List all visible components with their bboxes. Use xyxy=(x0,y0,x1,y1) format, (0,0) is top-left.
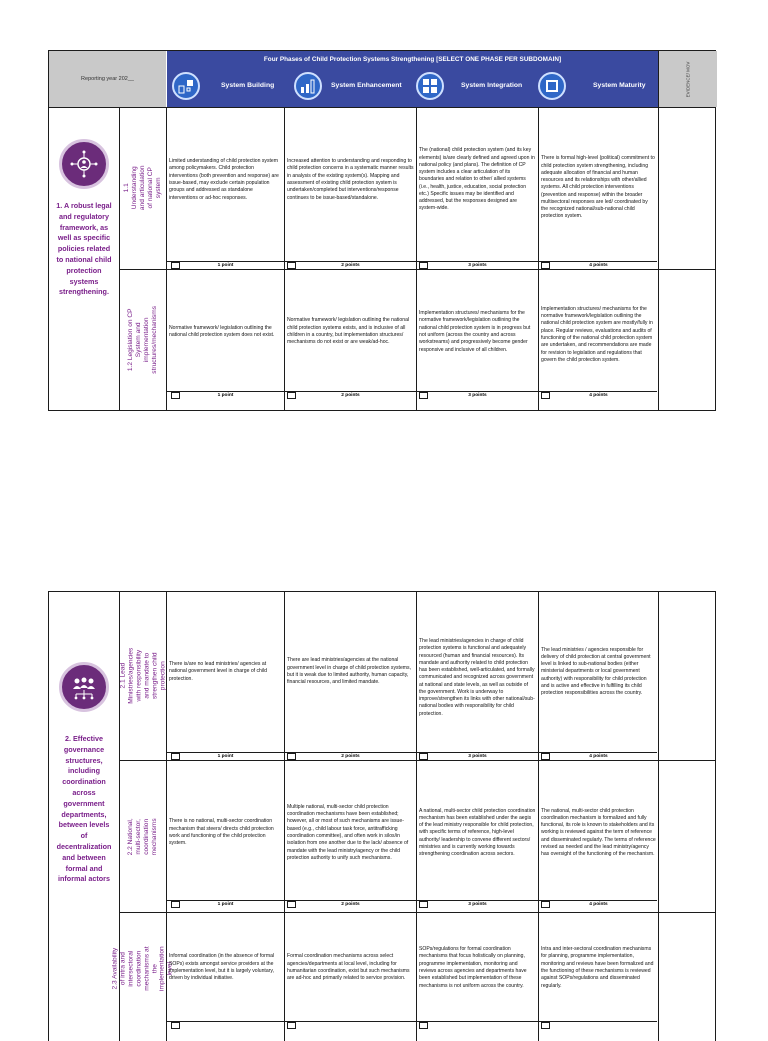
domain-title: 2. Effective governance structures, including coordination across government departments, between levels of decentralization and between formal and informal actors xyxy=(56,734,112,884)
select-phase-checkbox[interactable] xyxy=(171,1022,180,1029)
points-label: 3 points xyxy=(468,901,487,907)
points-label: 1 point xyxy=(217,753,234,759)
phase-header-system-maturity xyxy=(533,68,659,107)
governance-people-icon xyxy=(59,662,109,712)
system-integration-icon xyxy=(416,72,444,100)
phase-description: A national, multi-sector child protection coordination mechanism has been established under the aegis of the lead ministry responsible for child protection, with specific terms of reference, high-level authority/ leadership to convene different sectors/ ministries and is currently working towards strengthening coordination across sectors. xyxy=(419,807,536,858)
phase-description: The (national) child protection system (and its key elements) is/are clearly defined and agreed upon in national policy (and plans). The definition of CP system includes a clear articulation of its boundaries and relation to other/ allied systems (i.e., health, justice, education, social protection etc.) Specific issues may be identified and addressed, but the responses designed are system-wide. xyxy=(419,147,535,212)
phase-description: The national, multi-sector child protection coordination mechanism is formalized and fully functional, its role is known to stakeholders and its working is reviewed against the term of reference and disseminated regularly. The terms of reference revised as needed and the lead ministry/agency has oversight of the functioning of the mechanism. xyxy=(541,807,656,858)
phase-description: Increased attention to understanding and responding to child protection concerns in a systematic manner results in analysis of the existing system(s). Mapping and assessment of existing child protection system is undertaken/completed but interventions/response continues to be issue-based/standalone. xyxy=(287,158,414,201)
points-label: 3 points xyxy=(468,753,487,759)
phase-description: Multiple national, multi-sector child protection coordination mechanisms have been established; however, all or most of such mechanisms are issue-based (e.g., child labour task force, antitrafficking coordination committee), and often work in silos/in isolation from one another due to the lack/ absence of mandate with the lead ministry/agency or the child protection authority to unify such mechanisms. xyxy=(287,803,409,861)
phases-title: Four Phases of Child Protection Systems Strengthening [SELECT ONE PHASE PER SUBDOMAIN] xyxy=(167,51,658,68)
points-label: 4 points xyxy=(589,753,608,759)
phase-description: There is no national, multi-sector coordination mechanism that steers/ directs child protection work and functioning of the child protection system. xyxy=(169,818,274,847)
points-label: 1 point xyxy=(217,901,234,907)
phase-description: Informal coordination (in the absence of formal SOPs) exists amongst service providers at the implementation level, but it is largely voluntary, driven by individual initiative. xyxy=(169,953,275,982)
phase-description: SOPs/regulations for formal coordination mechanisms that focus holistically on planning, programme implementation, monitoring and reviews across agencies and departments have been established but implementation of these mechanisms is not uniform across the country. xyxy=(419,946,527,989)
subdomain-2-2-label: 2.2 National, multi-sector, coordination mechanisms xyxy=(127,817,158,856)
legal-framework-icon xyxy=(59,139,109,189)
phase-header-system-building xyxy=(167,68,289,107)
system-maturity-icon xyxy=(538,72,566,100)
select-phase-checkbox[interactable] xyxy=(541,1022,550,1029)
phase-description: There are lead ministries/agencies at the national government level in charge of child protection systems, but it is weak due to limited authority, human capacity, financial resources, and limited mandate. xyxy=(287,657,412,686)
rubric-table-2 xyxy=(48,591,716,1041)
select-phase-checkbox[interactable] xyxy=(419,1022,428,1029)
points-label: 1 point xyxy=(217,392,234,398)
phase-description: There is formal high-level (political) commitment to child protection system strengthening, including adequate allocation of financial and human resources and its relationships with other/allied systems. All child protection interventions (prevention and response) within the broader multisectoral responses are led/ coordinated by the recognized national/sub-national child protection system. xyxy=(541,155,655,220)
system-enhancement-icon xyxy=(294,72,322,100)
phase-description: The lead ministries/agencies in charge of child protection systems is functional and adequately resourced (human and financial resources). Its mandate and authority related to child protection has been established, well-articulated, and formally communicated and recognized across government at national and state levels, as well as outside of the government. Work is underway to improve/strengthen its links with other national/sub-national bodies with responsibility for child protection. xyxy=(419,637,535,717)
subdomain-1-1-label: 1.1 Understanding and articulation of national CP system xyxy=(123,165,162,211)
subdomain-2-1-label: 2.1 Lead Ministries/agencies with responsibility and mandate to strengthen child protection xyxy=(119,647,166,705)
phase-description: There is/are no lead ministries/ agencies at national government level in charge of child protection. xyxy=(169,661,267,682)
domain-1 xyxy=(49,139,119,298)
points-label: 2 points xyxy=(341,262,360,268)
phase-description: The lead ministries / agencies responsible for delivery of child protection at central government level is linked to sub-national bodies (either ministerial departments or local government authority) with responsibility for child protection and is active and effective in fulfilling its child protection responsibilities across the country. xyxy=(541,646,651,697)
points-label: 4 points xyxy=(589,901,608,907)
rubric-table-1 xyxy=(48,50,716,411)
points-label: 3 points xyxy=(468,262,487,268)
evidence-header: EVIDENCE/ MOV xyxy=(659,51,717,107)
domain-2 xyxy=(49,662,119,885)
phase-header-system-enhancement xyxy=(289,68,411,107)
phase-label: System Enhancement xyxy=(331,82,402,89)
points-label: 2 points xyxy=(341,901,360,907)
phase-description: Implementation structures/ mechanisms for the normative framework/legislation outlining the national child protection system are mostly/fully in place. Regular reviews, evaluations and audits of functioning of the national child protection system are undertaken, and recommendations are made for revision to legislation and regulations that govern the child protection system. xyxy=(541,305,653,363)
points-label: 2 points xyxy=(341,753,360,759)
points-label: 1 point xyxy=(217,262,234,268)
phase-header-system-integration xyxy=(411,68,533,107)
phase-label: System Maturity xyxy=(593,82,646,89)
reporting-year-label: Reporting year 202__ xyxy=(49,51,166,107)
points-label: 4 points xyxy=(589,392,608,398)
phase-description: Normative framework/ legislation outlining the national child protection system does not exist. xyxy=(169,324,275,338)
phase-description: Implementation structures/ mechanisms for the normative framework/legislation outlining the national child protection system is in progress but not uniform (across the country and across workstreams) and progressively become gender responsive and inclusive of all children. xyxy=(419,310,531,353)
points-label: 2 points xyxy=(341,392,360,398)
phase-label: System Building xyxy=(221,82,275,89)
select-phase-checkbox[interactable] xyxy=(287,1022,296,1029)
subdomain-1-2-label: 1.2 Legislation on CP System and implementation structures/mechanisms xyxy=(127,306,158,374)
domain-title: 1. A robust legal and regulatory framework, as well as specific policies related to national child protection systems strengthening. xyxy=(56,201,112,297)
phase-description: Intra and inter-sectoral coordination mechanisms for planning, programme implementation, monitoring and reviews have been formalized and the functioning of these mechanisms is reviewed against SOPs/regulations and disseminated regularly. xyxy=(541,946,654,989)
points-label: 4 points xyxy=(589,262,608,268)
phase-description: Normative framework/ legislation outlining the national child protection systems exists, and is inclusive of all children in a country, but implementation structures/ mechanisms do not exist or are weak/ad-hoc. xyxy=(287,317,410,346)
phase-description: Limited understanding of child protection system among policymakers. Child protection interventions (both prevention and response) are issue-based, may exclude certain population groups and addressed as standalone interventions or ad-hoc responses. xyxy=(169,158,279,201)
system-building-icon xyxy=(172,72,200,100)
points-label: 3 points xyxy=(468,392,487,398)
phase-description: Formal coordination mechanisms across select agencies/departments at local level, including for humanitarian coordination, exist but such mechanisms are ad-hoc and primarily related to service provision. xyxy=(287,953,410,982)
subdomain-2-3-label: 2.3 Availability of intra and intersectoral coordination mechanisms at the implementation level xyxy=(111,946,174,992)
phase-label: System Integration xyxy=(461,82,523,89)
